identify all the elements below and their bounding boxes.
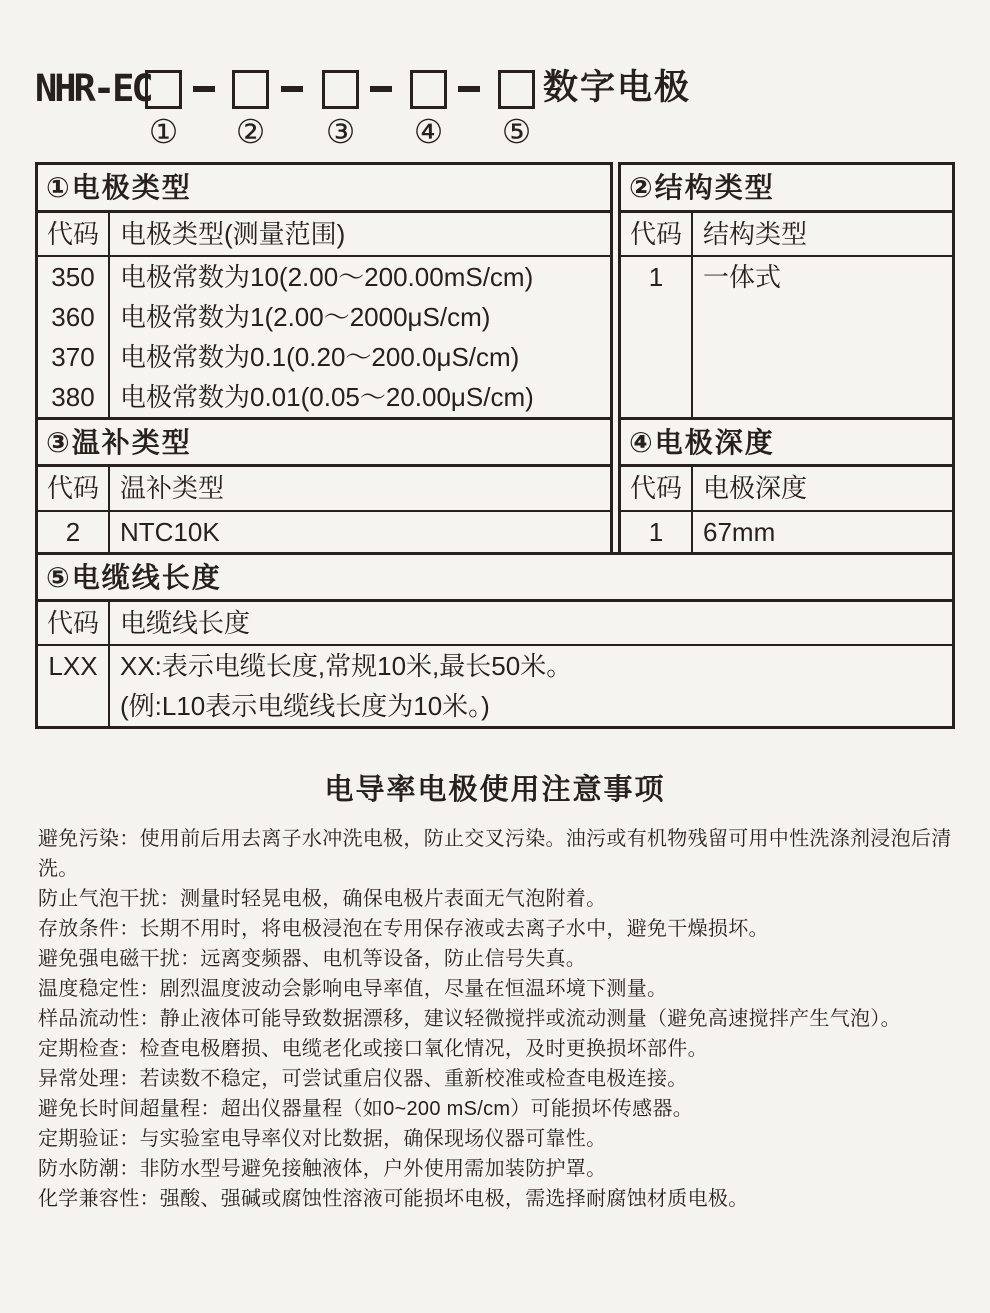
section-body [38, 512, 610, 552]
model-prefix: NHR-EC [35, 67, 151, 110]
model-code-box-5 [498, 70, 535, 109]
notes-title: 电导率电极使用注意事项 [324, 774, 666, 807]
note-item: 防水防潮：非防水型号避免接触液体，户外使用需加装防护罩。 [38, 1158, 607, 1181]
dash-separator [370, 86, 392, 92]
note-item: 避免污染：使用前后用去离子水冲洗电极，防止交叉污染。油污或有机物残留可用中性洗涤剂浸泡后清洗。 [38, 828, 952, 881]
page [0, 68, 990, 1313]
section-body [621, 257, 952, 417]
model-code-box-4 [410, 70, 447, 109]
description-value: 电极常数为0.01(0.05～20.00μS/cm) [120, 381, 534, 412]
description-value: XX:表示电缆长度,常规10米,最长50米。 [120, 651, 573, 682]
description-column [693, 512, 952, 552]
code-value: 1 [648, 261, 664, 292]
description-column [110, 646, 952, 726]
note-item: 防止气泡干扰：测量时轻晃电极，确保电极片表面无气泡附着。 [38, 888, 607, 911]
section-title: ④电极深度 [621, 420, 952, 468]
position-marker-3: ③ [325, 113, 356, 150]
code-value: 380 [51, 381, 95, 412]
code-value: LXX [48, 651, 98, 682]
note-item: 异常处理：若读数不稳定，可尝试重启仪器、重新校准或检查电极连接。 [38, 1068, 688, 1091]
model-code-box-1 [145, 70, 182, 109]
column-header-row [38, 213, 610, 257]
column-header-row [621, 467, 952, 511]
section-electrode-depth [618, 417, 955, 555]
position-marker-5: ⑤ [501, 113, 532, 150]
code-header: 代码 [38, 213, 110, 255]
position-marker-2: ② [235, 113, 266, 150]
column-header-row [38, 602, 952, 646]
type-header: 结构类型 [703, 218, 808, 249]
code-value: 370 [51, 341, 95, 372]
description-value: 67mm [703, 516, 776, 547]
section-title: ⑤电缆线长度 [38, 555, 952, 603]
code-value: 1 [648, 516, 664, 547]
spec-table [35, 162, 955, 729]
code-value: 350 [51, 261, 95, 292]
position-marker-1: ① [148, 113, 179, 150]
model-suffix: 数字电极 [543, 68, 692, 107]
description-value: NTC10K [120, 516, 220, 547]
code-column [38, 257, 110, 417]
section-body [38, 646, 952, 726]
note-item: 避免强电磁干扰：远离变频器、电机等设备，防止信号失真。 [38, 948, 587, 971]
description-value: 一体式 [703, 261, 782, 292]
section-title: ①电极类型 [38, 165, 610, 213]
section-body [38, 257, 610, 417]
code-column [621, 257, 693, 417]
code-value: 2 [65, 516, 81, 547]
description-value: 电极常数为10(2.00～200.00mS/cm) [120, 261, 534, 292]
dash-separator [458, 86, 480, 92]
model-code-box-2 [232, 70, 269, 109]
code-column [38, 646, 110, 726]
section-title: ③温补类型 [38, 420, 610, 468]
note-item: 化学兼容性：强酸、强碱或腐蚀性溶液可能损坏电极，需选择耐腐蚀材质电极。 [38, 1188, 749, 1211]
description-column [693, 257, 952, 417]
section-temp-compensation [35, 417, 613, 555]
note-item: 定期验证：与实验室电导率仪对比数据，确保现场仪器可靠性。 [38, 1128, 607, 1151]
code-header: 代码 [621, 213, 693, 255]
table-row-bottom [35, 552, 955, 730]
note-item: 温度稳定性：剧烈温度波动会影响电导率值，尽量在恒温环境下测量。 [38, 978, 668, 1001]
description-column [110, 257, 610, 417]
type-header: 电极深度 [703, 473, 808, 504]
dash-separator [193, 86, 215, 92]
notes-list [38, 824, 954, 1214]
note-item: 样品流动性：静止液体可能导致数据漂移，建议轻微搅拌或流动测量（避免高速搅拌产生气泡）。 [38, 1008, 901, 1031]
code-column [38, 512, 110, 552]
type-header: 电缆线长度 [120, 608, 251, 639]
type-header: 温补类型 [120, 473, 225, 504]
description-value: 电极常数为1(2.00～2000μS/cm) [120, 301, 491, 332]
description-example: (例:L10表示电缆线长度为10米。) [120, 691, 490, 722]
description-value: 电极常数为0.1(0.20～200.0μS/cm) [120, 341, 520, 372]
model-code-box-3 [322, 70, 359, 109]
code-value: 360 [51, 301, 95, 332]
column-header-row [38, 467, 610, 511]
table-row-middle [35, 417, 955, 555]
description-column [110, 512, 610, 552]
dash-separator [281, 86, 303, 92]
note-item: 存放条件：长期不用时，将电极浸泡在专用保存液或去离子水中，避免干燥损坏。 [38, 918, 769, 941]
section-body [621, 512, 952, 552]
section-electrode-type [35, 162, 613, 420]
section-cable-length [35, 552, 955, 730]
code-header: 代码 [38, 467, 110, 509]
table-row-top [35, 162, 955, 420]
note-item: 定期检查：检查电极磨损、电缆老化或接口氧化情况，及时更换损坏部件。 [38, 1038, 708, 1061]
column-header-row [621, 213, 952, 257]
type-header: 电极类型(测量范围) [120, 218, 346, 249]
code-header: 代码 [38, 602, 110, 644]
position-marker-4: ④ [413, 113, 444, 150]
model-code-line [35, 68, 955, 156]
note-item: 避免长时间超量程：超出仪器量程（如0~200 mS/cm）可能损坏传感器。 [38, 1098, 694, 1121]
section-title: ②结构类型 [621, 165, 952, 213]
code-column [621, 512, 693, 552]
code-header: 代码 [621, 467, 693, 509]
section-structure-type [618, 162, 955, 420]
